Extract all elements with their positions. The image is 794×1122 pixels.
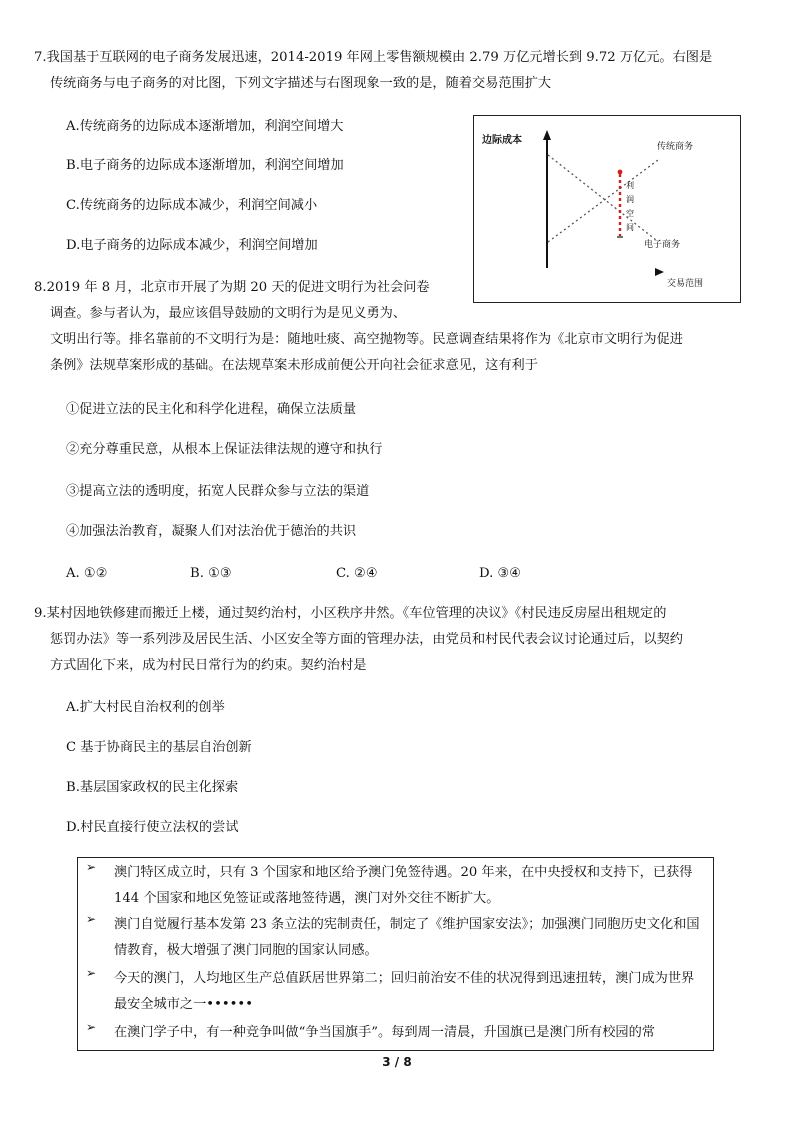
q7-stem-line1: 7.我国基于互联网的电子商务发展迅速，2014-2019 年网上零售额规模由 2.79 万亿元增长到 9.72 万亿元。右图是 xyxy=(34,50,713,65)
q8-choice-a: A. ①② xyxy=(66,566,108,581)
material-item-text: 在澳门学子中，有一种竞争叫做“争当国旗手”。每到周一清晨，升国旗已是澳门所有校园的常 xyxy=(114,1025,655,1040)
profit-label-char-4: 间 xyxy=(626,223,634,232)
traditional-cost-line xyxy=(548,160,658,242)
material-item-text: 澳门特区成立时，只有 3 个国家和地区给予澳门免签待遇。20 年来，在中央授权和支持下，已获得 144 个国家和地区免签证或落地签待遇，澳门对外交往不断扩大。 xyxy=(114,865,693,906)
q9-stem-line2: 惩罚办法》等一系列涉及居民生活、小区安全等方面的管理办法，由党员和村民代表会议讨论通过后，以契约 xyxy=(50,632,683,647)
q8-statement-4: ④加强法治教育，凝聚人们对法治优于德治的共识 xyxy=(66,524,357,539)
arrow-bullet-icon: ➢ xyxy=(86,912,97,926)
arrow-bullet-icon: ➢ xyxy=(86,966,97,980)
q8-choice-c: C. ②④ xyxy=(336,566,378,581)
q8-stem-line4: 条例》法规草案形成的基础。在法规草案未形成前便公开向社会征求意见，这有利于 xyxy=(50,358,538,373)
y-axis-label: 边际成本 xyxy=(482,135,522,146)
q8-stem-line1: 8.2019 年 8 月，北京市开展了为期 20 天的促进文明行为社会问卷 xyxy=(34,280,430,295)
q9-option-3: B.基层国家政权的民主化探索 xyxy=(66,780,239,795)
ecommerce-cost-line xyxy=(548,155,656,240)
profit-label-char-2: 润 xyxy=(626,195,634,204)
traditional-label: 传统商务 xyxy=(657,142,694,152)
profit-space-top-dot xyxy=(618,170,623,175)
q7-option-a: A.传统商务的边际成本逐渐增加，利润空间增大 xyxy=(66,119,344,134)
q9-option-1: A.扩大村民自治权利的创举 xyxy=(66,700,225,715)
q8-statement-1: ①促进立法的民主化和科学化进程，确保立法质量 xyxy=(66,402,357,417)
q7-figure-svg xyxy=(474,116,742,304)
x-axis-label: 交易范围 xyxy=(667,279,704,289)
arrow-bullet-icon: ➢ xyxy=(86,860,97,874)
q7-option-d: D.电子商务的边际成本减少，利润空间增加 xyxy=(66,238,318,253)
q8-choice-d: D. ③④ xyxy=(479,566,522,581)
q9-stem-line3: 方式固化下来，成为村民日常行为的约束。契约治村是 xyxy=(50,658,367,673)
q7-option-c: C.传统商务的边际成本减少，利润空间减小 xyxy=(66,198,318,213)
q8-stem-line3: 文明出行等。排名靠前的不文明行为是：随地吐痰、高空抛物等。民意调查结果将作为《北京市文明行为促进 xyxy=(50,332,683,347)
profit-label-char-1: 利 xyxy=(626,181,634,190)
q7-option-b: B.电子商务的边际成本逐渐增加，利润空间增加 xyxy=(66,158,344,173)
page-number: 3 / 8 xyxy=(382,1055,412,1069)
y-axis-arrow-icon xyxy=(543,130,551,140)
x-axis-arrow-icon xyxy=(655,268,664,276)
q8-statement-2: ②充分尊重民意，从根本上保证法律法规的遵守和执行 xyxy=(66,442,383,457)
material-item-text: 澳门自觉履行基本发第 23 条立法的宪制责任，制定了《维护国家安法》；加强澳门同胞历史文化和国情教育，极大增强了澳门同胞的国家认同感。 xyxy=(114,917,700,958)
material-item-text: 今天的澳门，人均地区生产总值跃居世界第二；回归前治安不佳的状况得到迅速扭转，澳门成为世界最安全城市之一•••••• xyxy=(114,971,695,1012)
ecommerce-label: 电子商务 xyxy=(644,240,681,250)
q7-figure xyxy=(473,115,741,303)
q7-stem-line2: 传统商务与电子商务的对比图，下列文字描述与右图现象一致的是，随着交易范围扩大 xyxy=(50,76,552,91)
arrow-bullet-icon: ➢ xyxy=(86,1020,97,1034)
profit-label-char-3: 空 xyxy=(626,209,634,218)
q8-stem-line2: 调查。参与者认为，最应该倡导鼓励的文明行为是见义勇为、 xyxy=(50,306,407,321)
q9-option-2: C 基于协商民主的基层自治创新 xyxy=(66,740,252,755)
q8-statement-3: ③提高立法的透明度，拓宽人民群众参与立法的渠道 xyxy=(66,484,370,499)
material-box xyxy=(77,857,714,1051)
q9-option-4: D.村民直接行使立法权的尝试 xyxy=(66,820,239,835)
q9-stem-line1: 9.某村因地铁修建而搬迁上楼，通过契约治村，小区秩序井然。《车位管理的决议》《村民违反房屋出租规定的 xyxy=(34,606,667,621)
q8-choice-b: B. ①③ xyxy=(190,566,232,581)
